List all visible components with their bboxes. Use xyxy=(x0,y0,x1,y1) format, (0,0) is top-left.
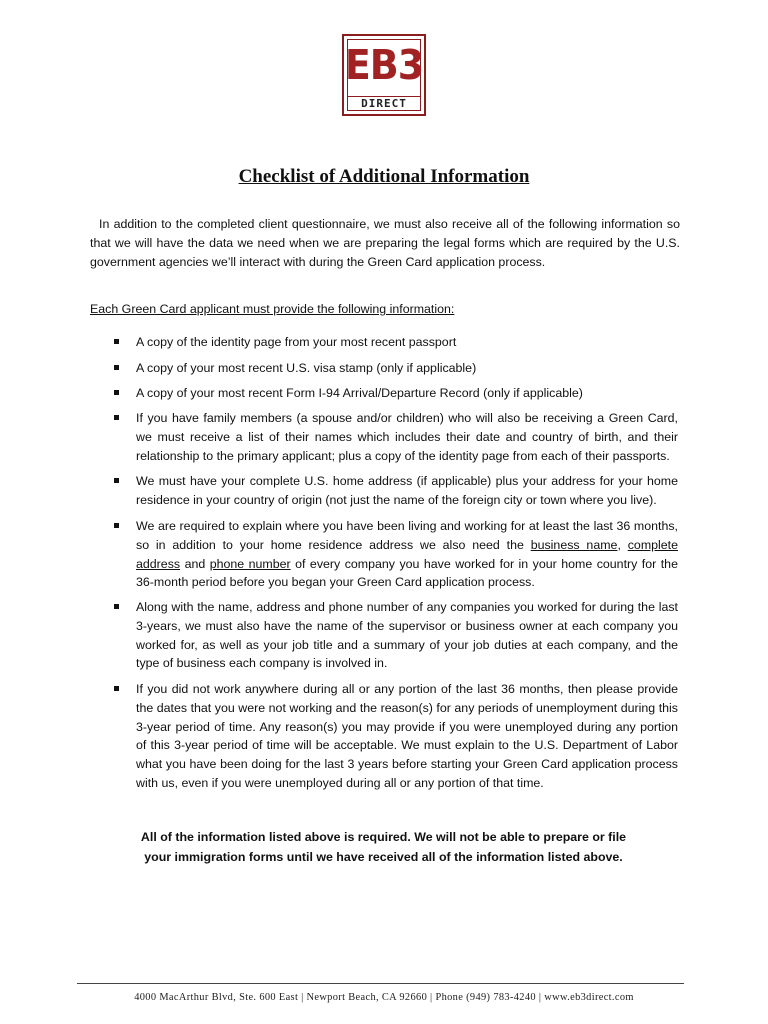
eb3-direct-logo xyxy=(342,34,426,116)
logo-sub-text: DIRECT xyxy=(348,96,420,111)
square-bullet-icon xyxy=(114,686,119,691)
list-item xyxy=(116,680,678,793)
footer-address: 4000 MacArthur Blvd, Ste. 600 East | Newport Beach, CA 92660 | Phone (949) 783-4240 | www.eb3direct.com xyxy=(134,992,634,1003)
intro-paragraph: In addition to the completed client questionnaire, we must also receive all of the following information so that we will have the data we need when we are preparing the legal forms which are required by the U.S. government agencies we’ll interact with during the Green Card application process. xyxy=(90,217,680,269)
logo-main-text: EB3 xyxy=(344,41,424,89)
list-item xyxy=(116,384,678,403)
list-item xyxy=(116,409,678,465)
section-subheading: Each Green Card applicant must provide the following information: xyxy=(90,302,455,316)
square-bullet-icon xyxy=(114,390,119,395)
list-item-text: A copy of your most recent U.S. visa stamp (only if applicable) xyxy=(136,361,477,375)
square-bullet-icon xyxy=(114,365,119,370)
footer-divider xyxy=(77,983,684,984)
list-item-text: We must have your complete U.S. home address (if applicable) plus your address for your home residence in your country of origin (not just the name of the foreign city or town where you live). xyxy=(136,474,678,507)
square-bullet-icon xyxy=(114,415,119,420)
list-item xyxy=(116,472,678,510)
list-item-text: If you did not work anywhere during all or any portion of the last 36 months, then please provide the dates that you were not working and the reason(s) for any periods of unemployment during this 3-year period of time. Any reason(s) you may provide if you were unemployed during any portion of this 3-year period of time will be acceptable. We must explain to the U.S. Department of Labor what you have been doing for the last 3 years before starting your Green Card application process with us, even if you were unemployed during all or any portion of that time. xyxy=(136,682,678,790)
list-item-text: Along with the name, address and phone number of any companies you worked for during the last 3-years, we must also have the name of the supervisor or business owner at each company you worked for, as well as your job title and a summary of your job duties at each company, and the type of business each company is involved in. xyxy=(136,600,678,671)
list-item-text: A copy of the identity page from your most recent passport xyxy=(136,335,457,349)
underlined-complete-address: complete address xyxy=(136,537,679,571)
document-title: Checklist of Additional Information xyxy=(238,166,530,187)
list-item xyxy=(116,359,678,378)
closing-line-2: your immigration forms until we have received all of the information listed above. xyxy=(144,849,623,864)
closing-line-1: All of the information listed above is required. We will not be able to prepare or file xyxy=(140,830,627,844)
list-item-text: If you have family members (a spouse and/or children) who will also be receiving a Green Card, we must receive a list of their names which includes their date and country of birth, and their relationship to the primary applicant; plus a copy of the identity page from each of their passports. xyxy=(136,411,678,463)
list-item xyxy=(116,517,678,592)
closing-statement xyxy=(0,828,768,867)
square-bullet-icon xyxy=(114,604,119,609)
list-item xyxy=(116,598,678,673)
square-bullet-icon xyxy=(114,478,119,483)
square-bullet-icon xyxy=(114,339,119,344)
list-item xyxy=(116,333,678,352)
underlined-phone-number: phone number xyxy=(209,556,291,571)
underlined-business-name: business name xyxy=(530,537,618,552)
list-item-text: We are required to explain where you have been living and working for at least the last 36 months, so in addition to your home residence address we also need the business name, complete address and phone number of every company you have worked for in your home country for the 36-month period before you began your Green Card application process. xyxy=(136,519,679,590)
square-bullet-icon xyxy=(114,523,119,528)
list-item-text: A copy of your most recent Form I-94 Arrival/Departure Record (only if applicable) xyxy=(136,386,583,400)
